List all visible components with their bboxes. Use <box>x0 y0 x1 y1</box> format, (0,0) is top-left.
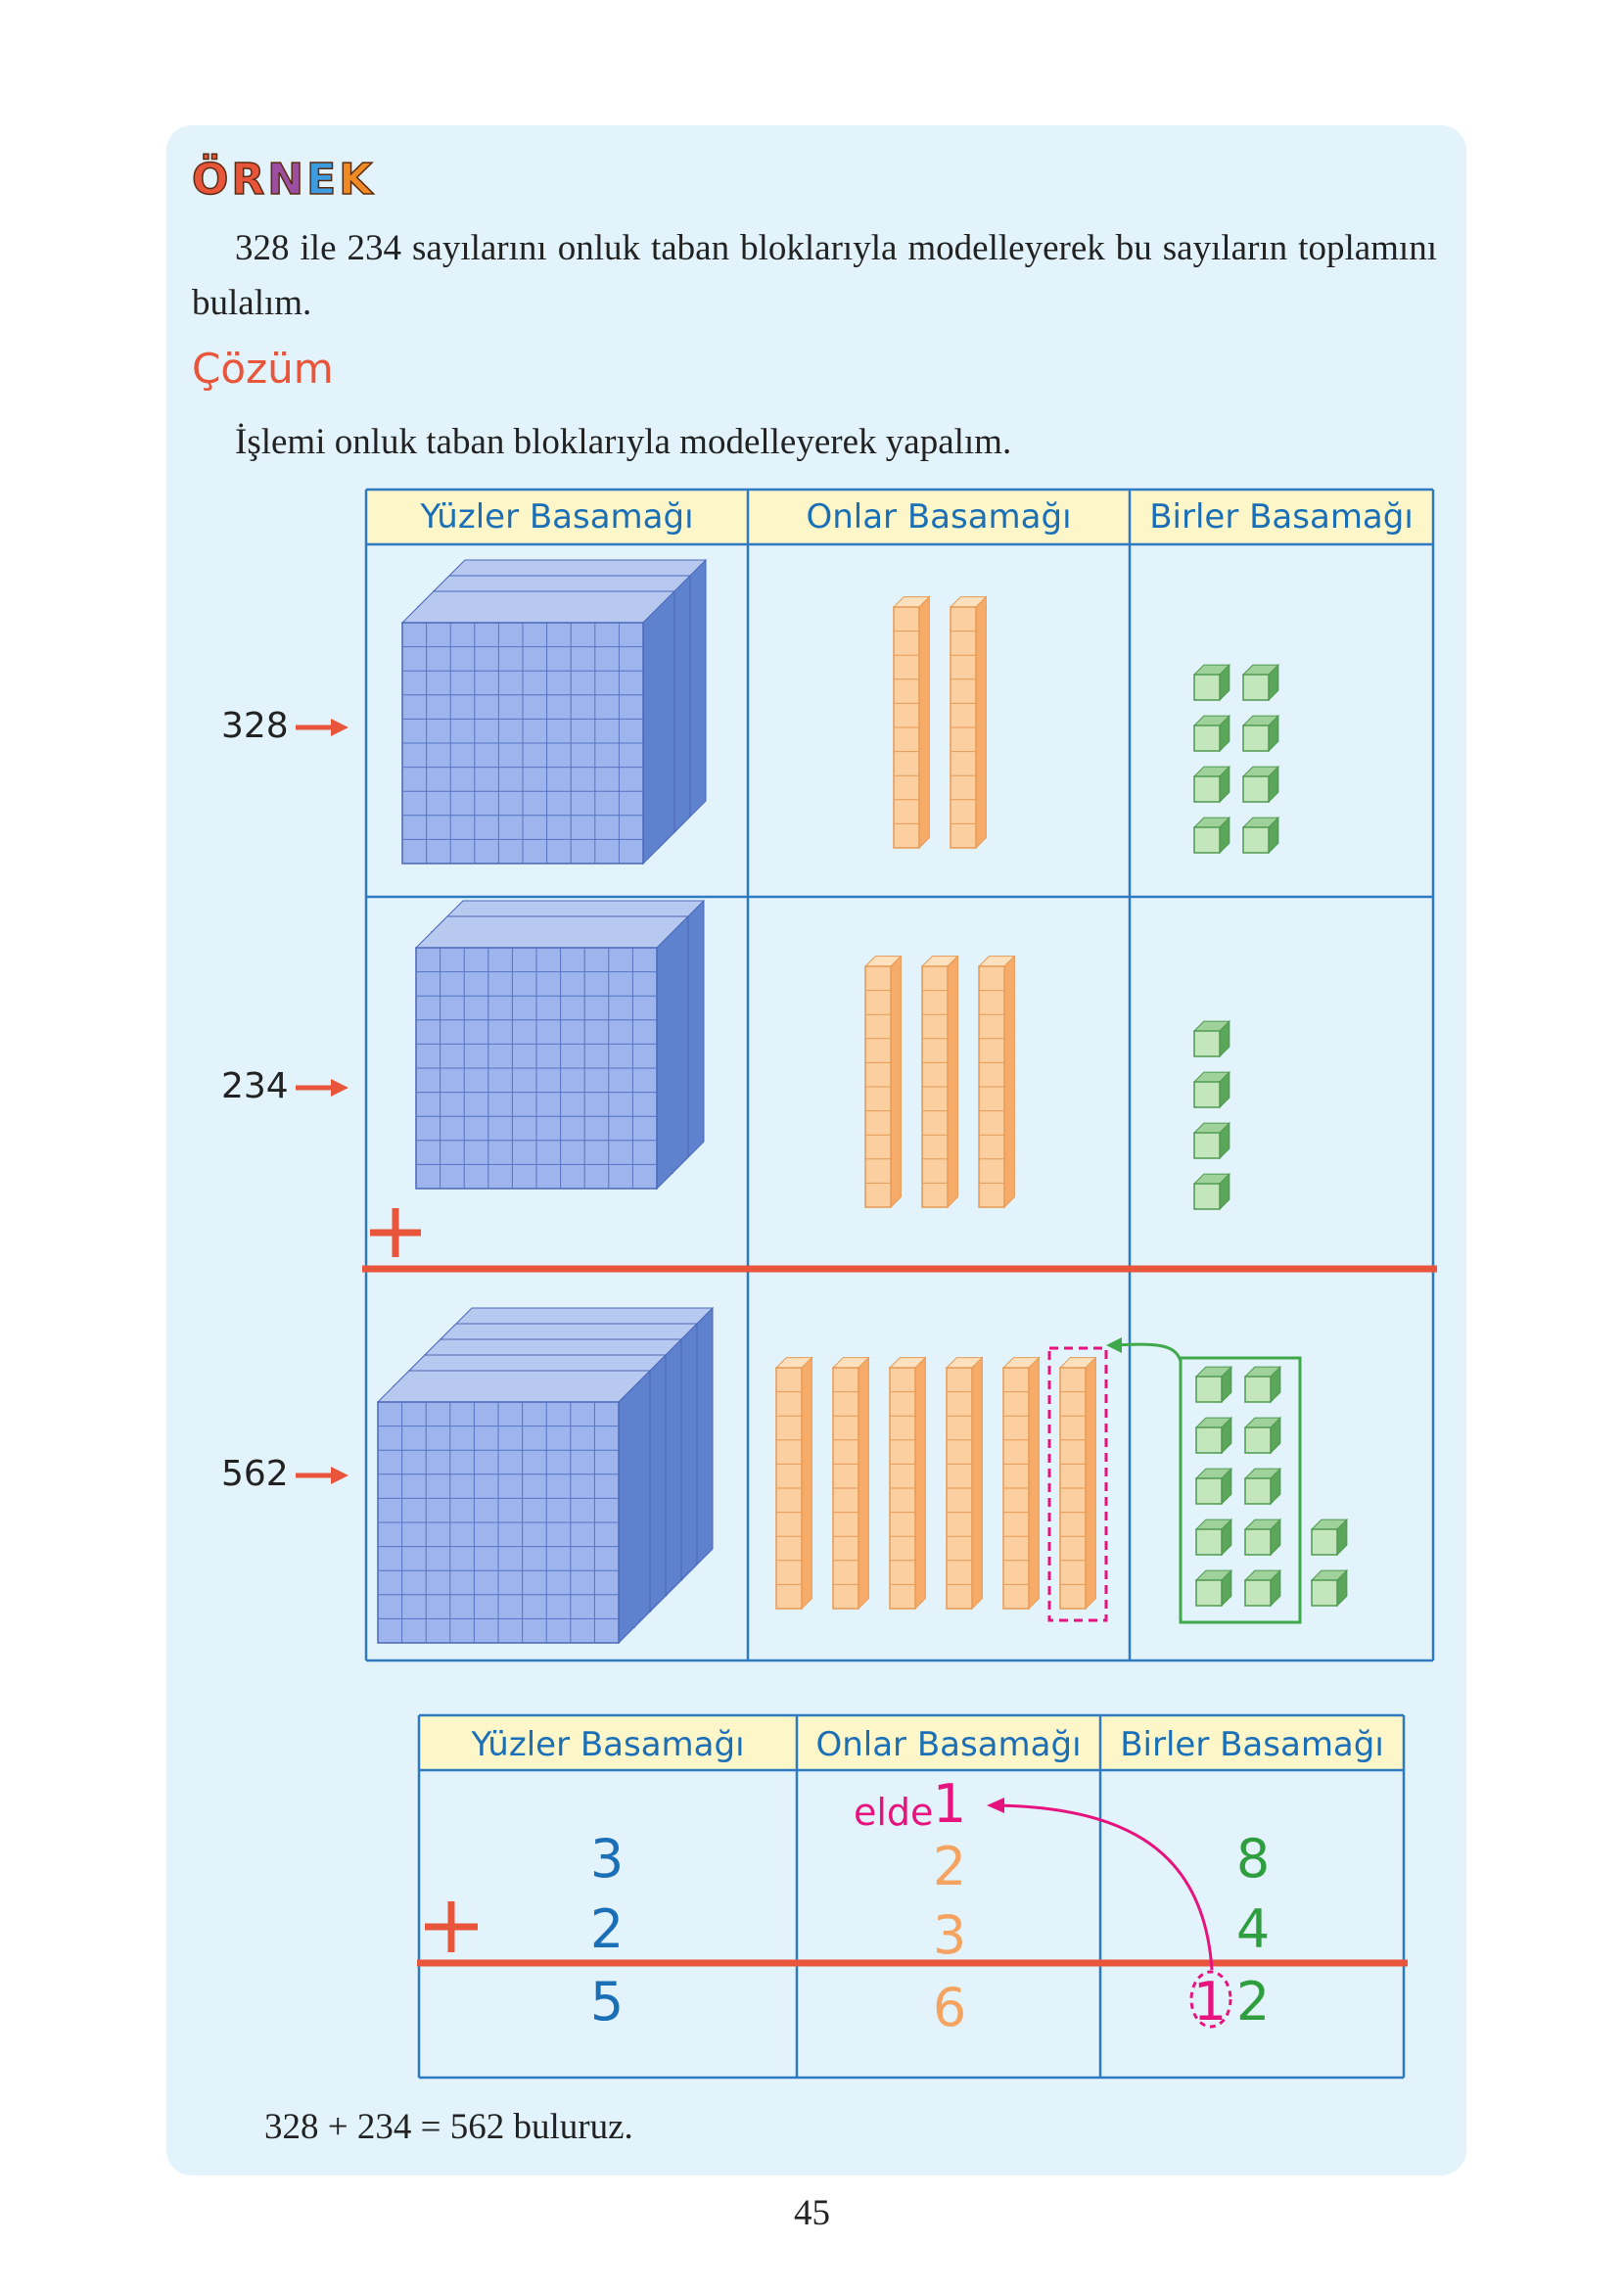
carry-arrow <box>997 1805 1212 1970</box>
column-header-hundreds: Yüzler Basamağı <box>471 1725 745 1764</box>
tens-rod <box>922 957 957 1207</box>
result-hundreds: 5 <box>589 1971 625 2033</box>
ones-cube <box>1245 1570 1280 1606</box>
arrow-icon <box>331 719 348 736</box>
column-header-tens: Onlar Basamağı <box>815 1725 1082 1764</box>
row-label-328: 328 <box>221 706 289 746</box>
model-header-ones: Birler Basamağı <box>1149 497 1414 537</box>
ones-cube <box>1245 1469 1280 1504</box>
addend2-ones: 4 <box>1235 1898 1271 1960</box>
ones-cube <box>1194 1174 1230 1209</box>
result-tens: 6 <box>932 1977 967 2038</box>
model-header-tens: Onlar Basamağı <box>806 497 1072 537</box>
addend2-tens: 3 <box>932 1904 967 1966</box>
regroup-arrow <box>1112 1344 1181 1361</box>
arrow-icon <box>331 1079 348 1097</box>
tens-rod <box>894 597 929 848</box>
tens-rod <box>979 957 1014 1207</box>
solution-heading: Çözüm <box>192 345 334 393</box>
ones-cube <box>1194 818 1230 853</box>
ones-cube <box>1194 1123 1230 1158</box>
page-number: 45 <box>794 2193 830 2233</box>
hundreds-flat <box>378 1371 650 1643</box>
ones-cube <box>1243 665 1278 700</box>
ones-cube <box>1196 1570 1231 1606</box>
ones-cube <box>1194 716 1230 751</box>
title-letter: N <box>267 155 307 205</box>
tens-rod <box>833 1358 868 1609</box>
ones-cube <box>1245 1520 1280 1555</box>
addend1-hundreds: 3 <box>589 1828 625 1890</box>
tens-rod <box>776 1358 812 1609</box>
hundreds-flat <box>402 591 674 864</box>
title-letter: R <box>231 155 268 205</box>
ones-cube <box>1196 1418 1231 1453</box>
tens-rod <box>865 957 901 1207</box>
ones-cube <box>1194 1072 1230 1107</box>
intro-paragraph: 328 ile 234 sayılarını onluk taban bloklarıyla modelleyerek bu sayıların toplamını bulalım. <box>192 228 1437 323</box>
ones-cube <box>1196 1469 1231 1504</box>
hundreds-flat <box>416 916 688 1189</box>
addend1-ones: 8 <box>1235 1828 1271 1890</box>
conclusion-text: 328 + 234 = 562 buluruz. <box>264 2107 633 2147</box>
ones-cube <box>1245 1418 1280 1453</box>
tens-rod <box>1060 1358 1095 1609</box>
regroup-arrow-head <box>1106 1337 1122 1353</box>
tens-rod <box>947 1358 982 1609</box>
ones-cube <box>1312 1570 1347 1606</box>
row-label-234: 234 <box>221 1066 289 1106</box>
row-label-562: 562 <box>221 1454 289 1494</box>
title-letter: E <box>306 155 340 205</box>
ones-cube <box>1245 1367 1280 1402</box>
arrow-icon <box>331 1467 348 1484</box>
ones-cube <box>1243 716 1278 751</box>
ones-cube <box>1243 767 1278 802</box>
tens-rod <box>890 1358 925 1609</box>
tens-rod <box>1003 1358 1039 1609</box>
tens-rod <box>951 597 986 848</box>
ones-cube <box>1194 665 1230 700</box>
addend2-hundreds: 2 <box>589 1898 625 1960</box>
result-ones-carry: 1 <box>1192 1971 1228 2033</box>
model-header-hundreds: Yüzler Basamağı <box>420 497 694 537</box>
title-letter: Ö <box>192 155 232 205</box>
ones-cube <box>1243 818 1278 853</box>
ones-cube <box>1194 1021 1230 1056</box>
carry-arrow-head <box>987 1798 1004 1813</box>
instruction-text: İşlemi onluk taban bloklarıyla modelleyerek yapalım. <box>235 422 1012 462</box>
result-ones: 2 <box>1235 1971 1271 2033</box>
ones-cube <box>1196 1520 1231 1555</box>
ones-cube <box>1312 1520 1347 1555</box>
ones-cube <box>1194 767 1230 802</box>
carry-label: elde <box>854 1791 934 1834</box>
title-letter: K <box>339 155 376 205</box>
column-header-ones: Birler Basamağı <box>1120 1725 1384 1764</box>
addend1-tens: 2 <box>932 1836 967 1897</box>
carry-digit: 1 <box>932 1773 967 1835</box>
ones-cube <box>1196 1367 1231 1402</box>
